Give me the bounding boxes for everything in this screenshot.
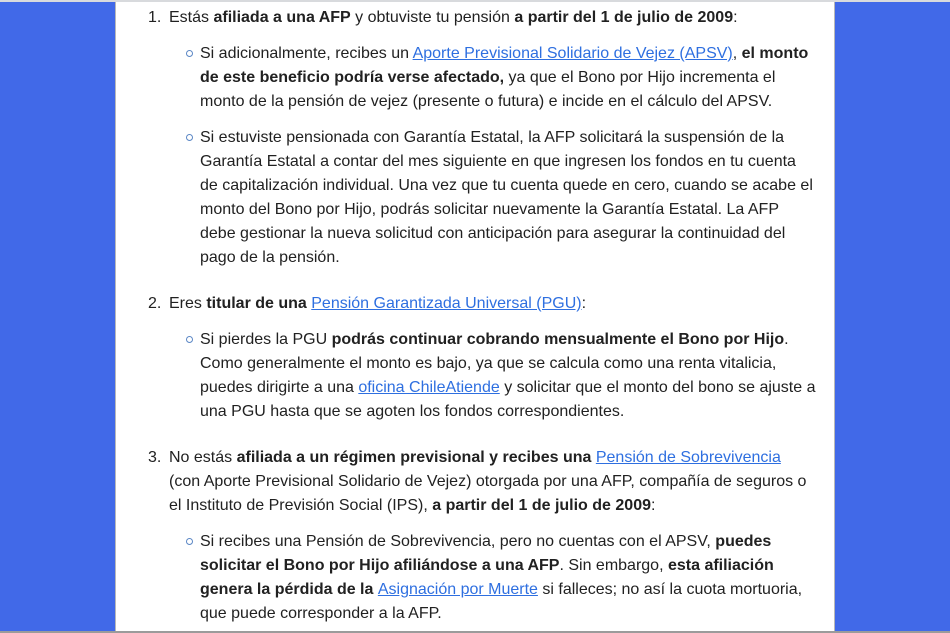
main-list	[148, 6, 816, 626]
text-run: No estás	[169, 449, 237, 466]
bullet-item	[200, 328, 816, 424]
bold-text: afiliada a una AFP	[213, 9, 351, 26]
circle-bullet-icon	[186, 134, 193, 141]
text-run: Eres	[169, 295, 207, 312]
bold-text: puedes solicitar el Bono por Hijo afiliándose a una AFP	[200, 533, 772, 574]
sub-list	[169, 328, 816, 424]
asignacion-por-muerte-link[interactable]: Asignación por Muerte	[377, 581, 538, 598]
text-run: Si estuviste pensionada con Garantía Estatal, la AFP solicitará la suspensión de la Garantía Estatal a contar del mes siguiente en que ingresen los fondos en tu cuenta de capitalización individual. Una vez que tu cuenta quede en cero, cuando se acabe el monto del Bono por Hijo, podrás solicitar nuevamente la Garantía Estatal. La AFP debe gestionar la nueva solicitud con anticipación para asegurar la continuidad del pago de la pensión.	[200, 129, 813, 266]
text-run: :	[581, 295, 587, 312]
bold-text: afiliada a un régimen previsional y recibes una	[236, 449, 596, 466]
text-run: ,	[732, 45, 742, 62]
pgu-link[interactable]: Pensión Garantizada Universal (PGU)	[311, 295, 582, 312]
circle-bullet-icon	[186, 336, 193, 343]
bullet-item	[200, 42, 816, 114]
text-run: Estás	[169, 9, 214, 26]
text-run: (con Aporte Previsional Solidario de Vejez) otorgada por una AFP, compañía de seguros o el Instituto de Previsión Social (IPS),	[169, 473, 807, 514]
text-run: y solicitar que el monto del bono se ajuste a una PGU hasta que se agoten los fondos correspondientes.	[200, 379, 816, 420]
text-run: si falleces; no así la cuota mortuoria, que puede corresponder a la AFP.	[200, 581, 803, 622]
bold-text: a partir del 1 de julio de 2009	[432, 497, 651, 514]
text-run: Si recibes una Pensión de Sobrevivencia, pero no cuentas con el APSV,	[200, 533, 716, 550]
text-run: ya que el Bono por Hijo incrementa el monto de la pensión de vejez (presente o futura) e incide en el cálculo del APSV.	[200, 69, 776, 110]
bold-text: podrás continuar cobrando mensualmente el Bono por Hijo	[331, 331, 785, 348]
bold-text: titular de una	[206, 295, 312, 312]
text-run: Si pierdes la PGU	[200, 331, 332, 348]
apsv-link[interactable]: Aporte Previsional Solidario de Vejez (APSV)	[412, 45, 733, 62]
item-number: 2.	[148, 295, 162, 312]
sub-list	[169, 42, 816, 270]
bullet-item	[200, 530, 816, 626]
pension-sobrevivencia-link[interactable]: Pensión de Sobrevivencia	[595, 449, 781, 466]
sub-list	[169, 530, 816, 626]
text-run: y obtuviste tu pensión	[350, 9, 515, 26]
circle-bullet-icon	[186, 538, 193, 545]
item-number: 3.	[148, 449, 162, 466]
numbered-item	[148, 446, 816, 626]
text-run: . Como generalmente el monto es bajo, ya que se calcula como una renta vitalicia, puedes dirigirte a una	[200, 331, 789, 396]
article-content	[115, 0, 835, 633]
top-edge-line	[0, 0, 950, 2]
text-run: :	[650, 497, 656, 514]
bullet-item	[200, 126, 816, 270]
bold-text: a partir del 1 de julio de 2009	[514, 9, 734, 26]
numbered-item	[148, 292, 816, 424]
text-run: :	[733, 9, 738, 26]
item-intro	[169, 295, 586, 312]
bold-text: esta afiliación genera la pérdida de la	[200, 557, 774, 598]
circle-bullet-icon	[186, 50, 193, 57]
text-run: Si adicionalmente, recibes un	[200, 45, 413, 62]
numbered-item	[148, 6, 816, 270]
item-number: 1.	[148, 9, 162, 26]
text-run: . Sin embargo,	[559, 557, 668, 574]
item-intro	[169, 9, 738, 26]
bold-text: el monto de este beneficio podría verse afectado,	[200, 45, 809, 86]
chileatiende-office-link[interactable]: oficina ChileAtiende	[358, 379, 500, 396]
item-intro	[169, 449, 806, 514]
